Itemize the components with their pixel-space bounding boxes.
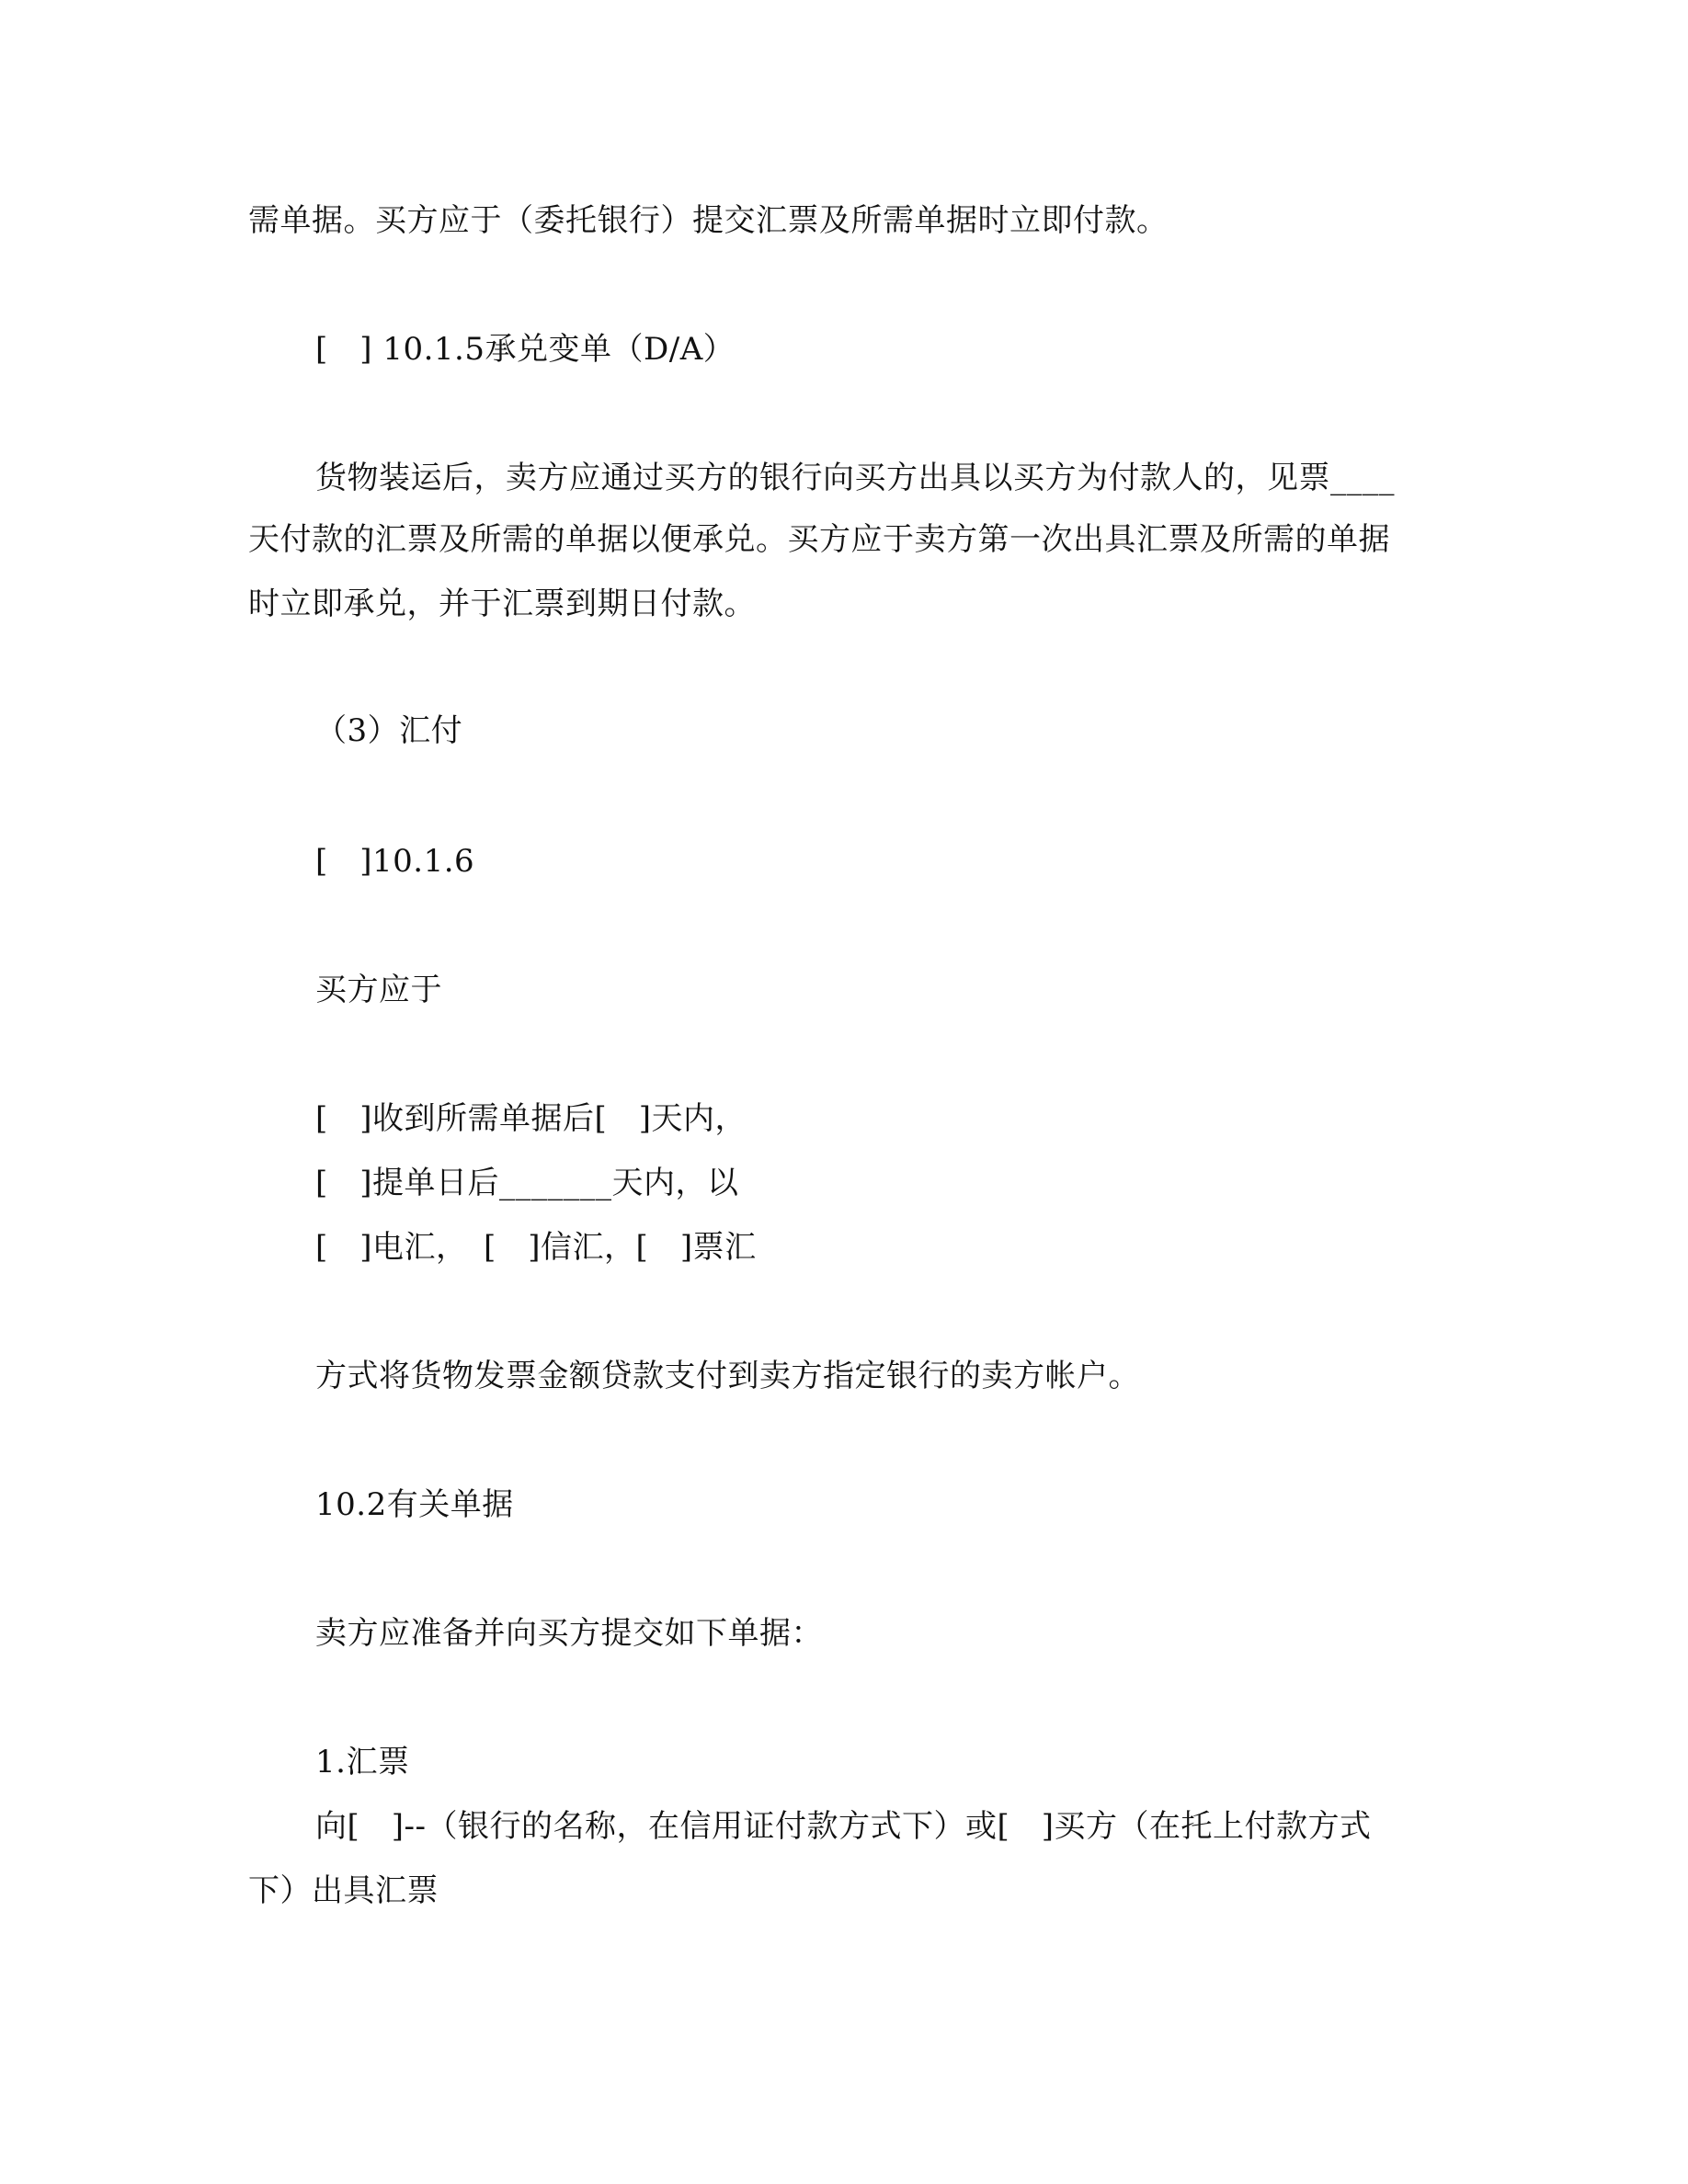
remittance-heading: （3）汇付 xyxy=(315,712,463,749)
payment-method-paragraph: 方式将货物发票金额贷款支付到卖方指定银行的卖方帐户。 xyxy=(315,1358,1140,1394)
draft-paragraph-line-1: 向[ ]--（银行的名称，在信用证付款方式下）或[ ]买方（在托上付款方式 xyxy=(315,1808,1372,1845)
option-transfer-methods: [ ]电汇， [ ]信汇，[ ]票汇 xyxy=(315,1229,757,1266)
option-receipt-days: [ ]收到所需单据后[ ]天内， xyxy=(315,1100,747,1137)
da-paragraph-line-2: 天付款的汇票及所需的单据以便承兑。买方应于卖方第一次出具汇票及所需的单据 xyxy=(248,521,1390,558)
seller-documents-intro: 卖方应准备并向买方提交如下单据： xyxy=(315,1615,823,1652)
da-paragraph-line-3: 时立即承兑，并于汇票到期日付款。 xyxy=(248,586,756,622)
clause-10-1-6-heading: [ ]10.1.6 xyxy=(315,843,475,880)
draft-paragraph-line-2: 下）出具汇票 xyxy=(248,1872,439,1909)
item-1-draft-heading: 1.汇票 xyxy=(315,1744,410,1780)
buyer-shall-line: 买方应于 xyxy=(315,972,442,1008)
da-paragraph-line-1: 货物装运后，卖方应通过买方的银行向买方出具以买方为付款人的，见票____ xyxy=(315,460,1395,496)
section-10-2-heading: 10.2有关单据 xyxy=(315,1486,514,1523)
clause-10-1-5-heading: [ ] 10.1.5承兑变单（D/A） xyxy=(315,331,736,368)
option-bill-of-lading-days: [ ]提单日后_______天内，以 xyxy=(315,1165,739,1201)
paragraph-continuation: 需单据。买方应于（委托银行）提交汇票及所需单据时立即付款。 xyxy=(248,202,1169,239)
